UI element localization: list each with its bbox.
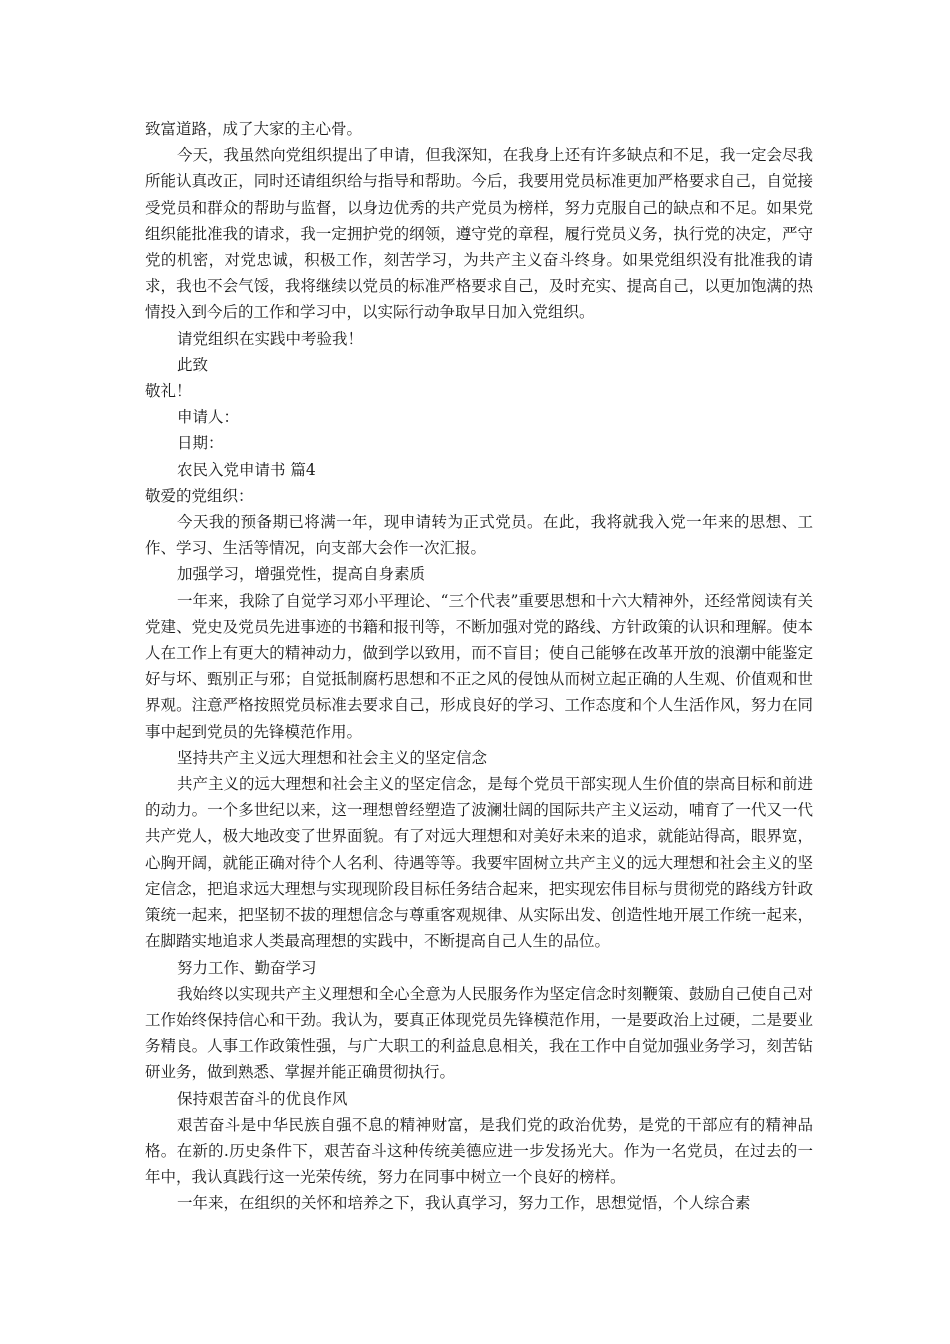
document-body: [145, 116, 813, 1217]
paragraph-commitment: 今天，我虽然向党组织提出了申请，但我深知，在我身上还有许多缺点和不足，我一定会尽我所能认真改正，同时还请组织给与指导和帮助。今后，我要用党员标准更加严格要求自己，自觉接受党员和群众的帮助与监督，以身边优秀的共产党员为榜样，努力克服自己的缺点和不足。如果党组织能批准我的请求，我一定拥护党的纲领，遵守党的章程，履行党员义务，执行党的决定，严守党的机密，对党忠诚，积极工作，刻苦学习，为共产主义奋斗终身。如果党组织没有批准我的请求，我也不会气馁，我将继续以党员的标准严格要求自己，及时充实、提高自己，以更加饱满的热情投入到今后的工作和学习中，以实际行动争取早日加入党组织。: [145, 146, 813, 322]
applicant-label: 申请人：: [177, 408, 240, 427]
date-label: 日期：: [177, 434, 224, 453]
paragraph-continuation: 致富道路，成了大家的主心骨。: [145, 120, 363, 138]
subheading-ideals: 坚持共产主义远大理想和社会主义的坚定信念: [177, 748, 488, 767]
subheading-hardwork: 保持艰苦奋斗的优良作风: [177, 1089, 348, 1108]
paragraph-final: 一年来，在组织的关怀和培养之下，我认真学习，努力工作，思想觉悟，个人综合素: [177, 1194, 751, 1213]
section-title: 农民入党申请书 篇4: [177, 460, 316, 479]
paragraph-ideals: 共产主义的远大理想和社会主义的坚定信念，是每个党员干部实现人生价值的崇高目标和前进的动力。一个多世纪以来，这一理想曾经塑造了波澜壮阔的国际共产主义运动，哺育了一代又一代共产党人，极大地改变了世界面貌。有了对远大理想和对美好未来的追求，就能站得高，眼界宽，心胸开阔，就能正确对待个人名利、待遇等等。我要牢固树立共产主义的远大理想和社会主义的坚定信念，把追求远大理想与实现现阶段目标任务结合起来，把实现宏伟目标与贯彻党的路线方针政策统一起来，把坚韧不拔的理想信念与尊重客观规律、从实际出发、创造性地开展工作统一起来，在脚踏实地追求人类最高理想的实践中，不断提高自己人生的品位。: [145, 775, 813, 951]
paragraph-work: 我始终以实现共产主义理想和全心全意为人民服务作为坚定信念时刻鞭策、鼓励自己使自己对工作始终保持信心和干劲。我认为，要真正体现党员先锋模范作用，一是要政治上过硬，二是要业务精良。人事工作政策性强，与广大职工的利益息息相关，我在工作中自觉加强业务学习，刻苦钻研业务，做到熟悉、掌握并能正确贯彻执行。: [145, 984, 813, 1082]
paragraph-intro: 今天我的预备期已将满一年，现申请转为正式党员。在此，我将就我入党一年来的思想、工作、学习、生活等情况，向支部大会作一次汇报。: [145, 513, 813, 558]
subheading-study: 加强学习，增强党性，提高自身素质: [177, 565, 426, 584]
closing-jingli: 敬礼！: [145, 382, 192, 401]
salutation: 敬爱的党组织：: [145, 486, 254, 505]
subheading-work: 努力工作、勤奋学习: [177, 958, 317, 977]
paragraph-hardwork: 艰苦奋斗是中华民族自强不息的精神财富，是我们党的政治优势，是党的干部应有的精神品格。在新的.历史条件下，艰苦奋斗这种传统美德应进一步发扬光大。作为一名党员，在过去的一年中，我认真践行这一光荣传统，努力在同事中树立一个良好的榜样。: [145, 1115, 813, 1187]
paragraph-test-request: 请党组织在实践中考验我！: [177, 329, 364, 348]
closing-cizhi: 此致: [177, 355, 209, 374]
paragraph-study: 一年来，我除了自觉学习邓小平理论、“三个代表”重要思想和十六大精神外，还经常阅读有关党建、党史及党员先进事迹的书籍和报刊等，不断加强对党的路线、方针政策的认识和理解。使本人在工作上有更大的精神动力，做到学以致用，而不盲目；使自己能够在改革开放的浪潮中能鉴定好与坏、甄别正与邪；自觉抵制腐朽思想和不正之风的侵蚀从而树立起正确的人生观、价值观和世界观。注意严格按照党员标准去要求自己，形成良好的学习、工作态度和个人生活作风，努力在同事中起到党员的先锋模范作用。: [145, 591, 813, 741]
